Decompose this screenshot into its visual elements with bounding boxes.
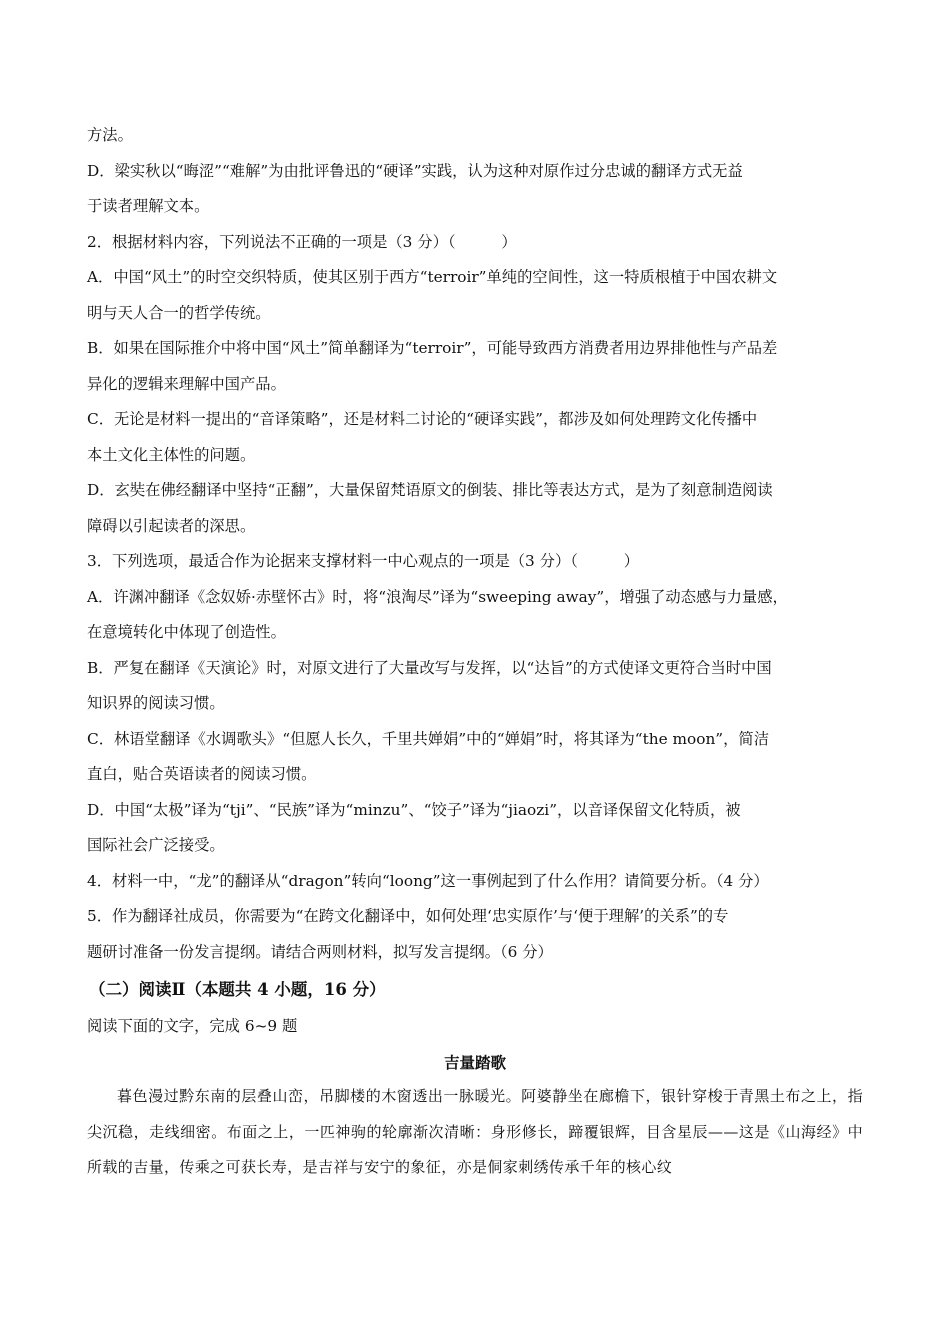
- q3-option-a-line-1: A．许渊冲翻译《念奴娇·赤壁怀古》时，将“浪淘尽”译为“sweeping away”，增强了动态感与力量感，: [87, 587, 788, 606]
- document-page: [87, 118, 863, 1186]
- question-2: 2．根据材料内容，下列说法不正确的一项是（3 分）（ ）: [87, 232, 517, 251]
- passage-title: 吉量踏歌: [443, 1053, 506, 1072]
- option-d-line-1: D．梁实秋以“晦涩”“难解”为由批评鲁迅的“硬译”实践，认为这种对原作过分忠诚的翻译方式无益: [87, 161, 743, 180]
- q2-option-b-line-1: B．如果在国际推介中将中国“风土”简单翻译为“terroir”，可能导致西方消费者用边界排他性与产品差: [87, 339, 778, 357]
- section-heading: （二）阅读Ⅱ（本题共 4 小题，16 分）: [89, 980, 386, 999]
- question-3: 3．下列选项，最适合作为论据来支撑材料一中心观点的一项是（3 分）（ ）: [87, 552, 640, 570]
- q2-option-a-line-2: 明与天人合一的哲学传统。: [87, 303, 271, 322]
- q3-option-a-line-2: 在意境转化中体现了创造性。: [87, 623, 286, 641]
- question-5-line-1: 5．作为翻译社成员，你需要为“在跨文化翻译中，如何处理‘忠实原作’与‘便于理解’的关系”的专: [87, 907, 729, 925]
- q2-option-b-line-2: 异化的逻辑来理解中国产品。: [87, 374, 286, 393]
- q2-option-d-line-2: 障碍以引起读者的深思。: [87, 516, 256, 535]
- section-intro: 阅读下面的文字，完成 6~9 题: [87, 1017, 298, 1035]
- q2-option-c-line-1: C．无论是材料一提出的“音译策略”，还是材料二讨论的“硬译实践”，都涉及如何处理跨文化传播中: [87, 410, 758, 428]
- q3-option-d-line-1: D．中国“太极”译为“tji”、“民族”译为“minzu”、“饺子”译为“jiaozi”，以音译保留文化特质，被: [87, 800, 741, 819]
- q3-option-c-line-1: C．林语堂翻译《水调歌头》“但愿人长久，千里共婵娟”中的“婵娟”时，将其译为“the moon”，简洁: [87, 729, 770, 748]
- q2-option-a-line-1: A．中国“风土”的时空交织特质，使其区别于西方“terroir”单纯的空间性，这一特质根植于中国农耕文: [87, 268, 778, 286]
- q3-option-c-line-2: 直白，贴合英语读者的阅读习惯。: [87, 765, 317, 783]
- passage-paragraph: 暮色漫过黔东南的层叠山峦，吊脚楼的木窗透出一脉暖光。阿婆静坐在廊檐下，银针穿梭于青黑土布之上，指尖沉稳，走线细密。布面之上，一匹神驹的轮廓渐次清晰：身形修长，蹄覆银辉，目含星辰——这是《山海经》中所载的吉量，传乘之可获长寿，是吉祥与安宁的象征，亦是侗家刺绣传承千年的核心纹: [87, 1087, 863, 1176]
- text-line: 方法。: [87, 126, 133, 144]
- q3-option-b-line-2: 知识界的阅读习惯。: [87, 694, 225, 712]
- q2-option-d-line-1: D．玄奘在佛经翻译中坚持“正翻”，大量保留梵语原文的倒装、排比等表达方式，是为了刻意制造阅读: [87, 481, 773, 499]
- q3-option-d-line-2: 国际社会广泛接受。: [87, 836, 225, 854]
- question-4: 4．材料一中，“龙”的翻译从“dragon”转向“loong”这一事例起到了什么作用？请简要分析。（4 分）: [87, 871, 769, 890]
- q3-option-b-line-1: B．严复在翻译《天演论》时，对原文进行了大量改写与发挥，以“达旨”的方式使译文更符合当时中国: [87, 658, 772, 677]
- option-d-line-2: 于读者理解文本。: [87, 197, 210, 215]
- question-5-line-2: 题研讨准备一份发言提纲。请结合两则材料，拟写发言提纲。（6 分）: [87, 942, 553, 961]
- q2-option-c-line-2: 本土文化主体性的问题。: [87, 445, 256, 464]
